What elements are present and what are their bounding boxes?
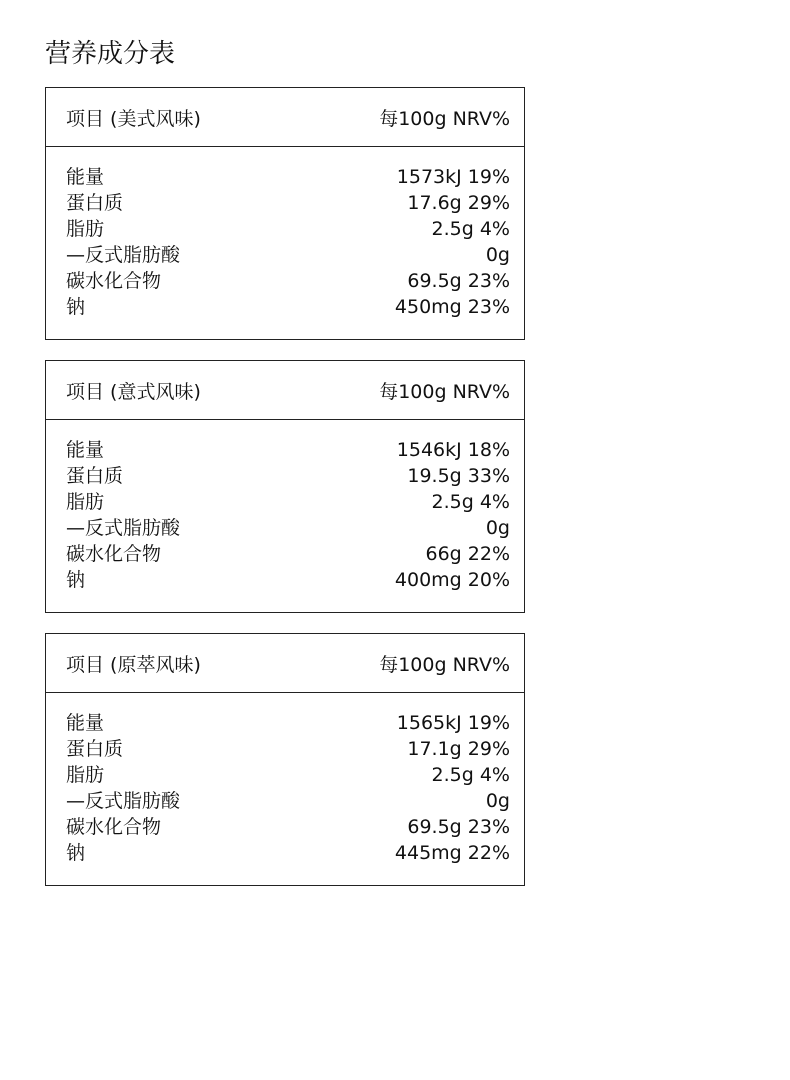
table-body	[46, 420, 524, 612]
header-value: 每100g NRV%	[379, 653, 510, 676]
row-label: 蛋白质	[66, 465, 124, 487]
table-row	[66, 489, 510, 515]
nutrition-table-italian	[45, 360, 525, 613]
page-title: 营养成分表	[45, 39, 176, 69]
header-label: 项目 (意式风味)	[66, 380, 201, 403]
table-row	[66, 164, 510, 190]
row-label: —反式脂肪酸	[66, 244, 181, 266]
table-row	[66, 216, 510, 242]
table-row	[66, 190, 510, 216]
table-header	[46, 88, 524, 147]
row-value: 69.5g 23%	[407, 270, 510, 292]
row-label: 脂肪	[66, 491, 105, 513]
row-value: 445mg 22%	[394, 842, 510, 864]
row-value: 1573kJ 19%	[396, 166, 510, 188]
row-label: 脂肪	[66, 218, 105, 240]
row-label: 蛋白质	[66, 738, 124, 760]
row-label: 碳水化合物	[66, 816, 162, 838]
nutrition-table-american	[45, 87, 525, 340]
row-value: 69.5g 23%	[407, 816, 510, 838]
table-row	[66, 762, 510, 788]
table-header	[46, 634, 524, 693]
table-row	[66, 840, 510, 866]
header-value: 每100g NRV%	[379, 380, 510, 403]
table-row	[66, 515, 510, 541]
row-label: 碳水化合物	[66, 543, 162, 565]
header-value: 每100g NRV%	[379, 107, 510, 130]
row-value: 17.1g 29%	[407, 738, 510, 760]
row-value: 0g	[485, 244, 510, 266]
row-value: 400mg 20%	[394, 569, 510, 591]
row-label: 能量	[66, 166, 105, 188]
row-value: 0g	[485, 790, 510, 812]
table-row	[66, 294, 510, 320]
table-row	[66, 567, 510, 593]
row-label: —反式脂肪酸	[66, 790, 181, 812]
table-row	[66, 268, 510, 294]
table-row	[66, 710, 510, 736]
row-value: 19.5g 33%	[407, 465, 510, 487]
row-value: 450mg 23%	[394, 296, 510, 318]
row-value: 2.5g 4%	[431, 218, 510, 240]
row-value: 0g	[485, 517, 510, 539]
row-label: 钠	[66, 569, 86, 591]
row-label: 碳水化合物	[66, 270, 162, 292]
table-body	[46, 147, 524, 339]
table-body	[46, 693, 524, 885]
table-row	[66, 242, 510, 268]
row-label: 能量	[66, 439, 105, 461]
row-value: 17.6g 29%	[407, 192, 510, 214]
row-label: —反式脂肪酸	[66, 517, 181, 539]
table-row	[66, 463, 510, 489]
row-value: 66g 22%	[425, 543, 510, 565]
row-label: 脂肪	[66, 764, 105, 786]
table-header	[46, 361, 524, 420]
header-label: 项目 (原萃风味)	[66, 653, 201, 676]
row-label: 钠	[66, 296, 86, 318]
table-row	[66, 814, 510, 840]
nutrition-tables	[45, 87, 525, 906]
row-label: 钠	[66, 842, 86, 864]
row-label: 能量	[66, 712, 105, 734]
row-value: 1565kJ 19%	[396, 712, 510, 734]
row-label: 蛋白质	[66, 192, 124, 214]
row-value: 2.5g 4%	[431, 764, 510, 786]
nutrition-table-original	[45, 633, 525, 886]
table-row	[66, 736, 510, 762]
row-value: 1546kJ 18%	[396, 439, 510, 461]
table-row	[66, 788, 510, 814]
header-label: 项目 (美式风味)	[66, 107, 201, 130]
table-row	[66, 437, 510, 463]
row-value: 2.5g 4%	[431, 491, 510, 513]
table-row	[66, 541, 510, 567]
